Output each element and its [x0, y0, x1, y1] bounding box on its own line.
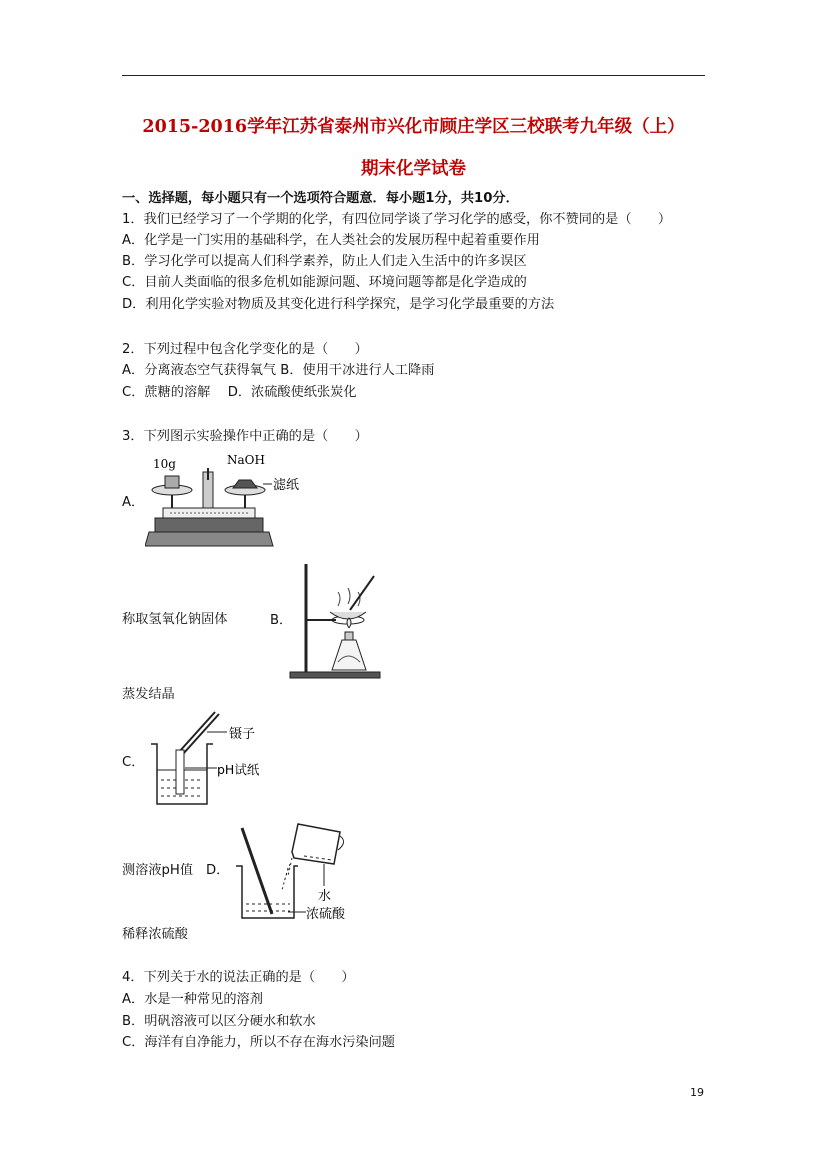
section-heading: 一、选择题，每小题只有一个选项符合题意．每小题1分，共10分．: [122, 191, 519, 206]
balance-figure: [145, 450, 315, 550]
q3-option-d-caption: 稀释浓硫酸: [122, 927, 188, 942]
mass-label: 10g: [153, 457, 176, 471]
q1-option-d: D．利用化学实验对物质及其变化进行科学探究，是学习化学最重要的方法: [122, 297, 555, 312]
dilution-figure: [228, 818, 358, 926]
page-title: 2015-2016学年江苏省泰州市兴化市顾庄学区三校联考九年级（上）: [142, 117, 685, 137]
filter-paper-label: 滤纸: [273, 478, 300, 493]
q1-stem: 1．我们已经学习了一个学期的化学，有四位同学谈了学习化学的感受，你不赞同的是（ ）: [122, 212, 672, 227]
q3-option-c-caption: 测溶液pH值: [122, 863, 194, 878]
q2-options-ab: A．分离液态空气获得氧气 B．使用干冰进行人工降雨: [122, 363, 435, 378]
q3-option-a-caption: 称取氢氧化钠固体: [122, 612, 228, 627]
q4-stem: 4．下列关于水的说法正确的是（ ）: [122, 970, 355, 985]
header-rule: [122, 75, 705, 76]
q3-option-b-caption: 蒸发结晶: [122, 687, 175, 702]
ph-paper-label: pH试纸: [217, 762, 260, 777]
ph-test-figure: [145, 708, 275, 810]
q2-options-cd: C．蔗糖的溶解 D．浓硫酸使纸张炭化: [122, 385, 357, 400]
q3-option-a-label: A．: [122, 495, 145, 510]
q3-option-d-label: D．: [206, 863, 230, 878]
q2-stem: 2．下列过程中包含化学变化的是（ ）: [122, 342, 368, 357]
q1-option-a: A．化学是一门实用的基础科学，在人类社会的发展历程中起着重要作用: [122, 233, 540, 248]
q1-option-c: C．目前人类面临的很多危机如能源问题、环境问题等都是化学造成的: [122, 275, 527, 290]
water-label: 水: [318, 889, 332, 904]
evaporation-figure: [288, 562, 388, 682]
naoh-label: NaOH: [227, 453, 265, 467]
q4-option-a: A．水是一种常见的溶剂: [122, 992, 263, 1007]
q3-option-b-label: B．: [270, 613, 293, 628]
page-number: 19: [690, 1086, 704, 1099]
q1-option-b: B．学习化学可以提高人们科学素养，防止人们走入生活中的许多误区: [122, 254, 527, 269]
tweezers-label: 镊子: [229, 727, 256, 742]
acid-label: 浓硫酸: [306, 907, 346, 922]
q4-option-c: C．海洋有自净能力，所以不存在海水污染问题: [122, 1035, 395, 1050]
q3-option-c-label: C．: [122, 755, 145, 770]
page-subtitle: 期末化学试卷: [361, 159, 466, 179]
q4-option-b: B．明矾溶液可以区分硬水和软水: [122, 1014, 316, 1029]
q3-stem: 3．下列图示实验操作中正确的是（ ）: [122, 429, 368, 444]
